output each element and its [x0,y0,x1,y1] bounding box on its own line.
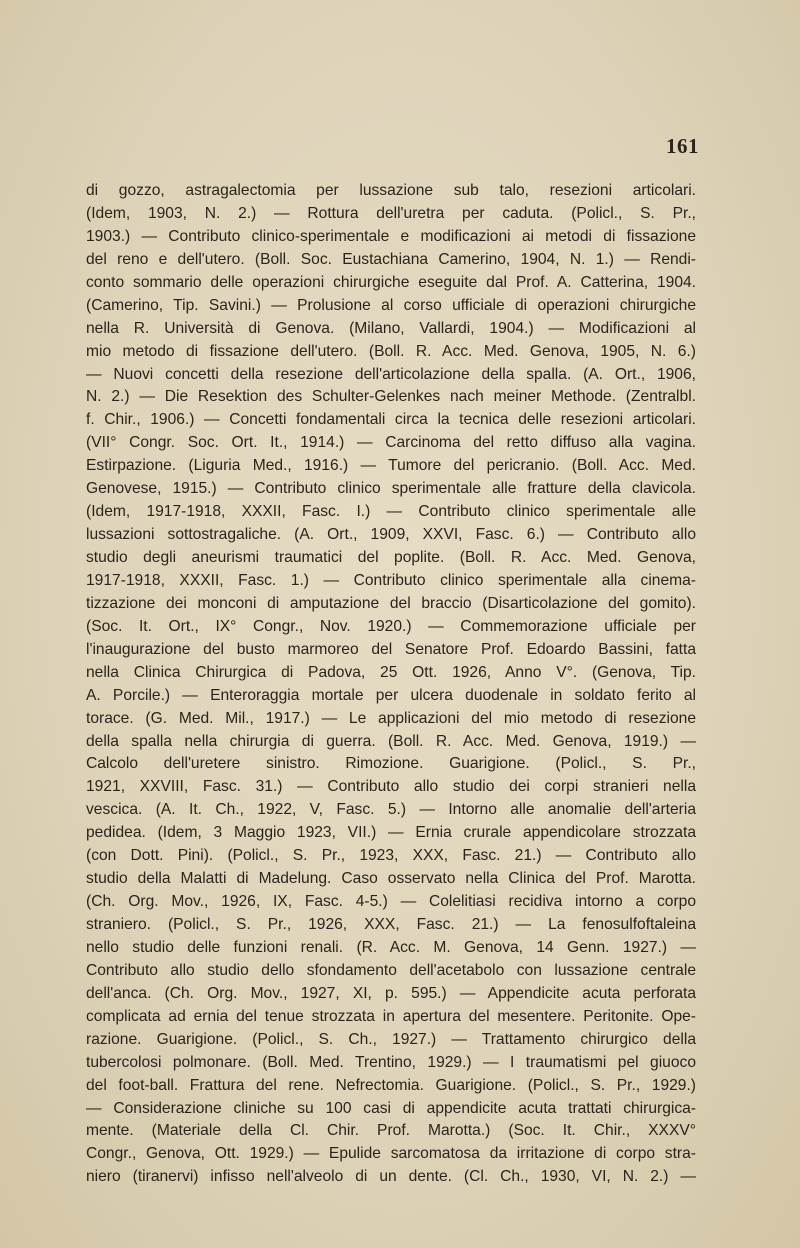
text-line: Estirpazione. (Liguria Med., 1916.) — Tumore del pericranio. (Boll. Acc. Med. [86,457,696,475]
text-line: nella R. Università di Genova. (Milano, Vallardi, 1904.) — Modificazioni al [86,319,696,337]
text-line: mio metodo di fissazione dell'utero. (Boll. R. Acc. Med. Genova, 1905, N. 6.) [86,342,696,360]
text-line: torace. (G. Med. Mil., 1917.) — Le applicazioni del mio metodo di resezione [86,709,696,727]
text-line: N. 2.) — Die Resektion des Schulter-Gelenkes nach meiner Methode. (Zentralbl. [86,388,696,406]
text-line: vescica. (A. It. Ch., 1922, V, Fasc. 5.) — Intorno alle anomalie dell'arteria [86,801,696,819]
text-line: lussazioni sottostragaliche. (A. Ort., 1909, XXVI, Fasc. 6.) — Contributo allo [86,526,696,544]
text-line: Congr., Genova, Ott. 1929.) — Epulide sarcomatosa da irritazione di corpo stra- [86,1145,696,1163]
text-line: della spalla nella chirurgia di guerra. (Boll. R. Acc. Med. Genova, 1919.) — [86,732,696,750]
text-line: studio degli aneurismi traumatici del poplite. (Boll. R. Acc. Med. Genova, [86,549,696,566]
text-line: Genovese, 1915.) — Contributo clinico sperimentale alle fratture della clavicola. [86,480,696,498]
text-line: Calcolo dell'uretere sinistro. Rimozione. Guarigione. (Policl., S. Pr., [86,755,696,773]
text-line: 1903.) — Contributo clinico-sperimentale e modificazioni ai metodi di fissazione [86,227,696,245]
text-line: nello studio delle funzioni renali. (R. Acc. M. Genova, 14 Genn. 1927.) — [86,938,696,956]
text-line: tubercolosi polmonare. (Boll. Med. Trentino, 1929.) — I traumatismi pel giuoco [86,1053,696,1071]
text-line: di gozzo, astragalectomia per lussazione sub talo, resezioni articolari. [86,182,696,199]
text-line: (Ch. Org. Mov., 1926, IX, Fasc. 4-5.) — Colelitiasi recidiva intorno a corpo [86,893,696,911]
text-line: — Nuovi concetti della resezione dell'articolazione della spalla. (A. Ort., 1906, [86,365,696,383]
text-line: del foot-ball. Frattura del rene. Nefrectomia. Guarigione. (Policl., S. Pr., 1929.) [86,1076,696,1094]
text-line: complicata ad ernia del tenue strozzata in apertura del mesentere. Peritonite. Ope- [86,1007,696,1025]
text-line: pedidea. (Idem, 3 Maggio 1923, VII.) — Ernia crurale appendicolare strozzata [86,824,696,842]
text-line: A. Porcile.) — Enteroraggia mortale per ulcera duodenale in soldato ferito al [86,686,696,704]
text-line: — Considerazione cliniche su 100 casi di appendicite acuta trattati chirurgica- [86,1099,696,1117]
bibliography-text [86,180,696,1189]
text-line: dell'anca. (Ch. Org. Mov., 1927, XI, p. 595.) — Appendicite acuta perforata [86,984,696,1002]
text-line: (VII° Congr. Soc. Ort. It., 1914.) — Carcinoma del retto diffuso alla vagina. [86,434,696,452]
text-line: tizzazione dei monconi di amputazione del braccio (Disarticolazione del gomito). [86,594,696,612]
text-line: (Camerino, Tip. Savini.) — Prolusione al corso ufficiale di operazioni chirurgiche [86,296,696,314]
text-line: (Idem, 1917-1918, XXXII, Fasc. I.) — Contributo clinico sperimentale alle [86,503,696,521]
text-line: razione. Guarigione. (Policl., S. Ch., 1927.) — Trattamento chirurgico della [86,1030,696,1048]
text-line: nella Clinica Chirurgica di Padova, 25 Ott. 1926, Anno V°. (Genova, Tip. [86,663,696,681]
page-number: 161 [666,134,699,158]
text-line: 1921, XXVIII, Fasc. 31.) — Contributo allo studio dei corpi stranieri nella [86,778,696,796]
text-line: niero (tiranervi) infisso nell'alveolo di un dente. (Cl. Ch., 1930, VI, N. 2.) — [86,1168,696,1186]
text-line: conto sommario delle operazioni chirurgiche eseguite dal Prof. A. Catterina, 1904. [86,273,696,291]
text-line: (con Dott. Pini). (Policl., S. Pr., 1923, XXX, Fasc. 21.) — Contributo allo [86,847,696,865]
text-line: l'inaugurazione del busto marmoreo del Senatore Prof. Edoardo Bassini, fatta [86,640,696,658]
text-line: f. Chir., 1906.) — Concetti fondamentali circa la tecnica delle resezioni articolari. [86,411,696,429]
text-line: 1917-1918, XXXII, Fasc. 1.) — Contributo clinico sperimentale alla cinema- [86,571,696,589]
text-line: (Soc. It. Ort., IX° Congr., Nov. 1920.) — Commemorazione ufficiale per [86,617,696,635]
text-line: Contributo allo studio dello sfondamento dell'acetabolo con lussazione centrale [86,961,696,979]
text-line: (Idem, 1903, N. 2.) — Rottura dell'uretra per caduta. (Policl., S. Pr., [86,204,696,222]
text-line: straniero. (Policl., S. Pr., 1926, XXX, Fasc. 21.) — La fenosulfoftaleina [86,916,696,933]
text-line: del reno e dell'utero. (Boll. Soc. Eustachiana Camerino, 1904, N. 1.) — Rendi- [86,250,696,268]
text-line: mente. (Materiale della Cl. Chir. Prof. Marotta.) (Soc. It. Chir., XXXV° [86,1122,696,1140]
text-line: studio della Malatti di Madelung. Caso osservato nella Clinica del Prof. Marotta. [86,870,696,888]
